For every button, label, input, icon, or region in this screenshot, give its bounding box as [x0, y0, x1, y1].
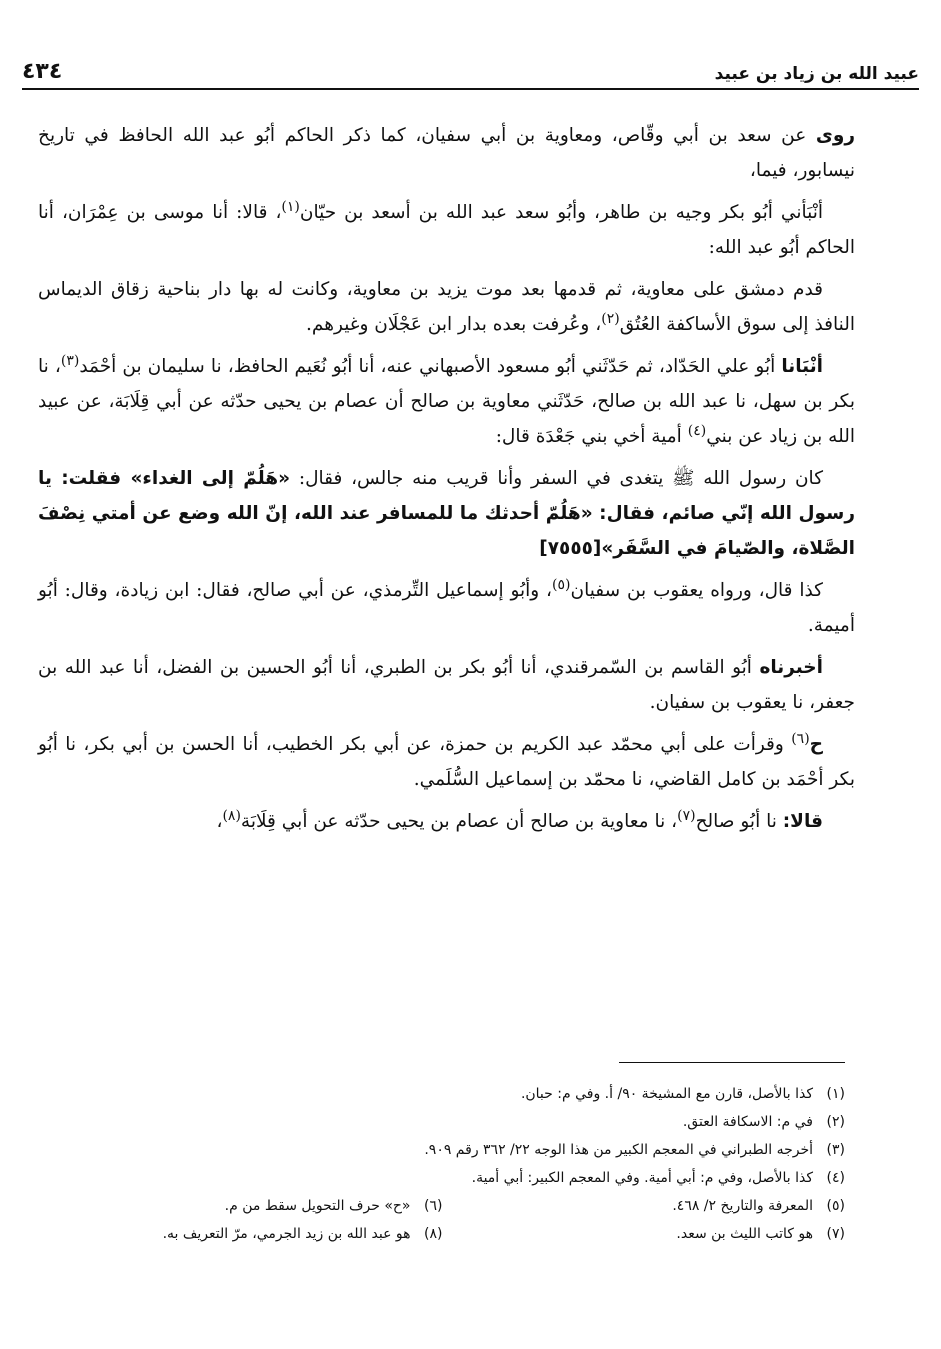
footnote-ref: (٨) [222, 807, 241, 824]
paragraph: أنْبَأني أبُو بكر وجيه بن طاهر، وأبُو سعد عبد الله بن أسعد بن حيّان$^{(١)}$، قالا: أنا موسى بن عِمْرَان، أنا الحاكم أبُو عبد الله: [38, 198, 855, 258]
footnote: (٧) هو كاتب الليث بن سعد. [676, 1226, 845, 1242]
page-header [22, 50, 919, 90]
footnotes [40, 1080, 845, 1248]
paragraph: أخبرناه أبُو القاسم بن السّمرقندي، أنا أبُو بكر بن الطبري، أنا أبُو الحسين بن الفضل، أنا عبد الله بن جعفر، نا يعقوب بن سفيان. [38, 657, 855, 713]
footnote-ref: (٣) [60, 352, 80, 369]
footnote-row [40, 1220, 845, 1248]
paragraph: روى عن سعد بن أبي وقّاص، ومعاوية بن أبي سفيان، كما ذكر الحاكم أبُو عبد الله الحافظ في تاريخ نيسابور، فيما، [38, 125, 855, 181]
footnote-ref: (٦) [791, 730, 810, 747]
hadith-quote: «هَلُمّ إلى الغداء» [130, 468, 291, 489]
footnote-divider [619, 1062, 845, 1063]
running-title: عبيد الله بن زياد بن عبيد [714, 64, 919, 84]
footnote: (١) كذا بالأصل، قارن مع المشيخة ٩٠/ أ. وفي م: حبان. [520, 1086, 845, 1102]
footnote: (٣) أخرجه الطبراني في المعجم الكبير من هذا الوجه ٢٢/ ٣٦٢ رقم ٩٠٩. [424, 1142, 845, 1158]
footnote: (٦) «ح» حرف التحويل سقط من م. [224, 1198, 443, 1214]
footnote: (٤) كذا بالأصل، وفي م: أبي أمية. وفي المعجم الكبير: أبي أمية. [471, 1170, 845, 1186]
paragraph: ح$^{(٦)}$ وقرأت على أبي محمّد عبد الكريم بن حمزة، عن أبي بكر الخطيب، أنا الحسن بن أبي بكر، نا أبُو بكر أحْمَد بن كامل القاضي، نا محمّد بن إسماعيل السُّلَمي. [38, 730, 855, 790]
footnote: (٨) هو عبد الله بن زيد الجرمي، مرّ التعريف به. [162, 1226, 443, 1242]
paragraph: قدم دمشق على معاوية، ثم قدمها بعد موت يزيد بن معاوية، وكانت له بها دار بناحية زقاق الديماس النافذ إلى سوق الأساكفة العُتُق$^{(٢)}$، وعُرفت بعده بدار ابن عَجْلَان وغيرهم. [38, 279, 855, 335]
paragraph: كان رسول الله ﷺ يتغدى في السفر وأنا قريب منه جالس، فقال: «هَلُمّ إلى الغداء» فقلت: يا رسول الله إنّي صائم، فقال: «هَلُمّ أحدثك ما للمسافر عند الله، إنّ الله وضع عن أمتي نِصْفَ الصَّلاة، والصّيامَ في السَّفَر»[٧٥٥٥] [38, 468, 855, 559]
page-number: ٤٣٤ [22, 59, 63, 84]
footnote-ref: (٢) [601, 310, 620, 327]
paragraph: كذا قال، ورواه يعقوب بن سفيان$^{(٥)}$، وأبُو إسماعيل التِّرمذي، عن أبي صالح، فقال: ابن زيادة، وقال: أبُو أميمة. [38, 576, 855, 636]
footnote-row [40, 1192, 845, 1220]
paragraph: أنْبَانا أبُو علي الحَدّاد، ثم حَدّثَني أبُو مسعود الأصبهاني عنه، أنا أبُو نُعَيم الحافظ، نا سليمان بن أحْمَد$^{(٣)}$، نا بكر بن سهل، نا عبد الله بن صالح، حَدّثَني معاوية بن صالح أن عصام بن يحيى حدّثه عن أبي قِلَابَة، عن عبيد الله بن زياد عن بني$^{(٤)}$ أمية أخي بني جَعْدَة قال: [38, 352, 855, 447]
footnote-ref: (٤) [687, 422, 707, 439]
footnote: (٥) المعرفة والتاريخ ٢/ ٤٦٨. [672, 1198, 845, 1214]
footnote-ref: (١) [281, 198, 300, 215]
paragraph: قالا: نا أبُو صالح$^{(٧)}$، نا معاوية بن صالح أن عصام بن يحيى حدّثه عن أبي قِلَابَة$^{(٨)}$، [216, 807, 823, 832]
footnote-ref: (٥) [552, 576, 571, 593]
main-text [38, 118, 855, 846]
footnote-ref: (٧) [677, 807, 696, 824]
footnote: (٢) في م: الاسكافة العتق. [682, 1114, 845, 1130]
